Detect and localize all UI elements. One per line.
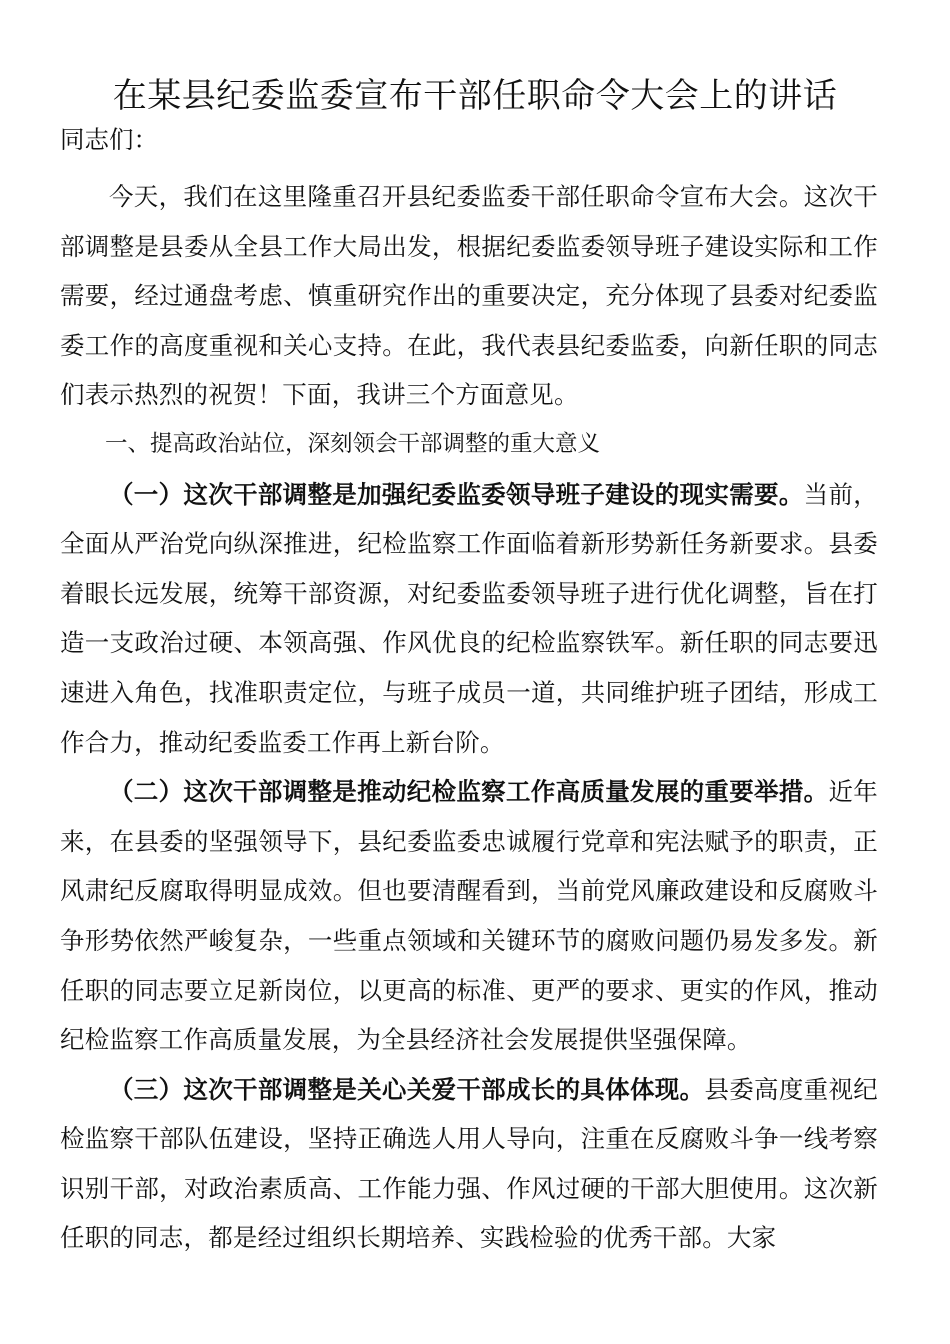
item-paragraph-3 bbox=[60, 1065, 878, 1263]
salutation: 同志们： bbox=[60, 125, 158, 154]
item-text-1: 当前，全面从严治党向纵深推进，纪检监察工作面临着新形势新任务新要求。县委着眼长远发展，统筹干部资源，对纪委监委领导班子进行优化调整，旨在打造一支政治过硬、本领高强、作风优良的纪检监察铁军。新任职的同志要迅速进入角色，找准职责定位，与班子成员一道，共同维护班子团结，形成工作合力，推动纪委监委工作再上新台阶。 bbox=[60, 479, 878, 757]
item-paragraph-1 bbox=[60, 470, 878, 768]
intro-paragraph: 今天，我们在这里隆重召开县纪委监委干部任职命令宣布大会。这次干部调整是县委从全县工作大局出发，根据纪委监委领导班子建设实际和工作需要，经过通盘考虑、慎重研究作出的重要决定，充分体现了县委对纪委监委工作的高度重视和关心支持。在此，我代表县纪委监委，向新任职的同志们表示热烈的祝贺！下面，我讲三个方面意见。 bbox=[60, 182, 878, 410]
document-title: 在某县纪委监委宣布干部任职命令大会上的讲话 bbox=[112, 76, 838, 116]
item-lead-1: （一）这次干部调整是加强纪委监委领导班子建设的现实需要。 bbox=[109, 479, 804, 509]
section-heading-1: 一、提高政治站位，深刻领会干部调整的重大意义 bbox=[105, 430, 601, 457]
item-text-3: 县委高度重视纪检监察干部队伍建设，坚持正确选人用人导向，注重在反腐败斗争一线考察识别干部，对政治素质高、工作能力强、作风过硬的干部大胆使用。这次新任职的同志，都是经过组织长期培养、实践检验的优秀干部。大家 bbox=[60, 1074, 878, 1253]
item-lead-2: （二）这次干部调整是推动纪检监察工作高质量发展的重要举措。 bbox=[109, 777, 829, 807]
item-text-2: 近年来，在县委的坚强领导下，县纪委监委忠诚履行党章和宪法赋予的职责，正风肃纪反腐取得明显成效。但也要清醒看到，当前党风廉政建设和反腐败斗争形势依然严峻复杂，一些重点领域和关键环节的腐败问题仍易发多发。新任职的同志要立足新岗位，以更高的标准、更严的要求、更实的作风，推动纪检监察工作高质量发展，为全县经济社会发展提供坚强保障。 bbox=[60, 777, 878, 1055]
item-lead-3: （三）这次干部调整是关心关爱干部成长的具体体现。 bbox=[109, 1074, 705, 1104]
item-paragraph-2 bbox=[60, 767, 878, 1065]
